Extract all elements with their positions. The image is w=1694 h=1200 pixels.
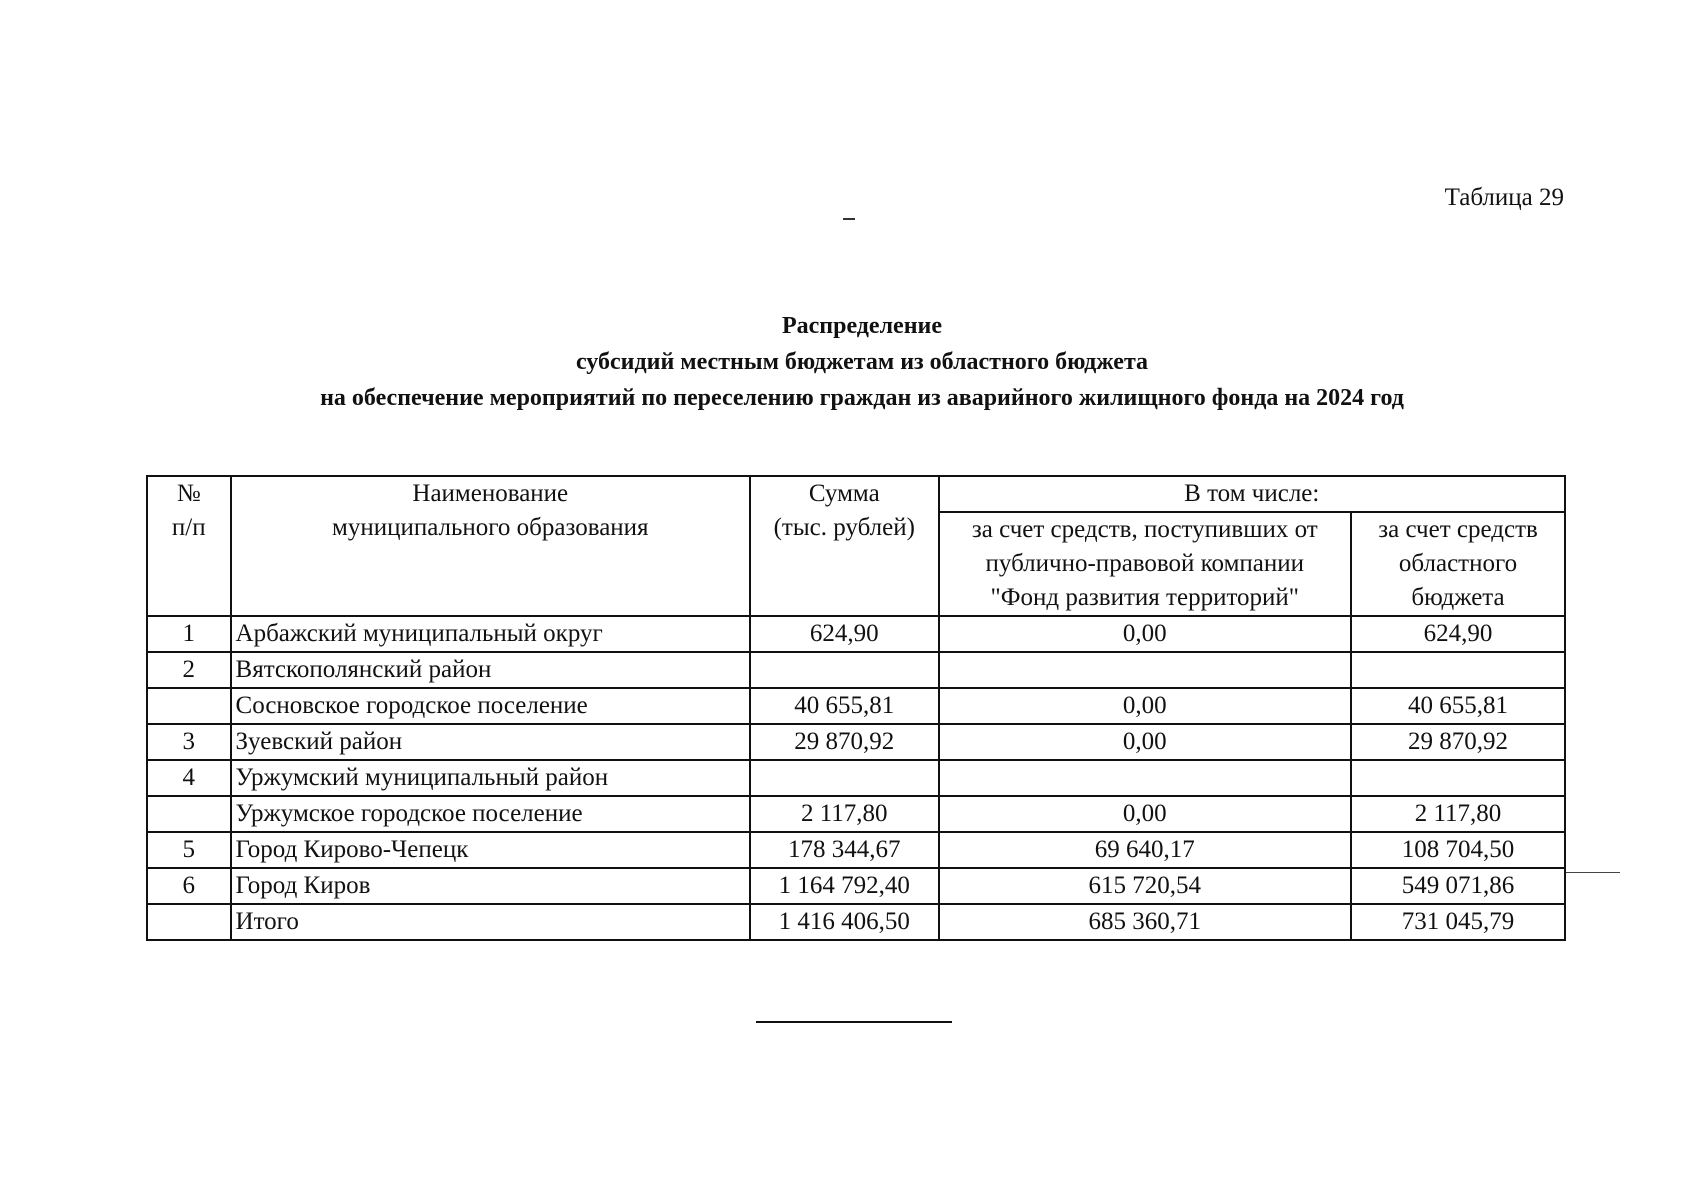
row-no <box>147 688 231 724</box>
row-name: Зуевский район <box>231 724 751 760</box>
row-sum: 29 870,92 <box>750 724 938 760</box>
row-name: Вятскополянский район <box>231 652 751 688</box>
row-sum: 1 416 406,50 <box>750 904 938 940</box>
row-name: Уржумское городское поселение <box>231 796 751 832</box>
table-body <box>147 616 1565 940</box>
row-fund: 685 360,71 <box>939 904 1352 940</box>
row-no <box>147 796 231 832</box>
row-fund: 0,00 <box>939 688 1352 724</box>
row-regional: 108 704,50 <box>1351 832 1565 868</box>
row-regional: 2 117,80 <box>1351 796 1565 832</box>
header-fund: за счет средств, поступивших от публично-правовой компании "Фонд развития территорий" <box>939 512 1352 616</box>
header-regional: за счет средств областного бюджета <box>1351 512 1565 616</box>
row-no: 3 <box>147 724 231 760</box>
row-fund <box>939 760 1352 796</box>
title-line-2: субсидий местным бюджетам из областного бюджета <box>575 349 1149 375</box>
row-name: Город Киров <box>231 868 751 904</box>
document-title <box>0 308 1694 416</box>
row-fund <box>939 652 1352 688</box>
row-no: 4 <box>147 760 231 796</box>
title-line-3: на обеспечение мероприятий по переселению граждан из аварийного жилищного фонда на 2024 год <box>320 385 1404 411</box>
row-regional <box>1351 760 1565 796</box>
row-sum: 1 164 792,40 <box>750 868 938 904</box>
row-regional: 40 655,81 <box>1351 688 1565 724</box>
row-regional: 29 870,92 <box>1351 724 1565 760</box>
table-row <box>147 616 1565 652</box>
header-sum: Сумма (тыс. рублей) <box>750 476 938 616</box>
table-row <box>147 796 1565 832</box>
row-sum: 40 655,81 <box>750 688 938 724</box>
row-sum: 624,90 <box>750 616 938 652</box>
row-fund: 615 720,54 <box>939 868 1352 904</box>
table-row <box>147 652 1565 688</box>
end-of-document-line <box>756 1021 952 1023</box>
table-row <box>147 688 1565 724</box>
row-name: Сосновское городское поселение <box>231 688 751 724</box>
header-row-1 <box>147 476 1565 512</box>
row-no: 5 <box>147 832 231 868</box>
subsidy-table <box>146 475 1566 941</box>
row-no: 1 <box>147 616 231 652</box>
row-no: 6 <box>147 868 231 904</box>
row-sum <box>750 760 938 796</box>
table-number: Таблица 29 <box>1444 184 1564 211</box>
row-name: Уржумский муниципальный район <box>231 760 751 796</box>
row-sum: 178 344,67 <box>750 832 938 868</box>
table-row <box>147 760 1565 796</box>
header-including: В том числе: <box>939 476 1566 512</box>
row-name: Город Кирово-Чепецк <box>231 832 751 868</box>
header-no: № п/п <box>147 476 231 616</box>
row-regional: 549 071,86 <box>1351 868 1565 904</box>
table-row <box>147 868 1565 904</box>
row-no: 2 <box>147 652 231 688</box>
row-regional: 624,90 <box>1351 616 1565 652</box>
table-total-row <box>147 904 1565 940</box>
table-row <box>147 724 1565 760</box>
scan-line-mark <box>1566 872 1620 873</box>
header-name: Наименование муниципального образования <box>231 476 751 616</box>
row-fund: 0,00 <box>939 616 1352 652</box>
row-name: Арбажский муниципальный округ <box>231 616 751 652</box>
scan-dash-mark <box>843 218 855 220</box>
row-sum <box>750 652 938 688</box>
row-fund: 0,00 <box>939 724 1352 760</box>
row-regional <box>1351 652 1565 688</box>
row-regional: 731 045,79 <box>1351 904 1565 940</box>
title-line-1: Распределение <box>781 313 943 339</box>
row-no <box>147 904 231 940</box>
table-row <box>147 832 1565 868</box>
row-fund: 0,00 <box>939 796 1352 832</box>
row-fund: 69 640,17 <box>939 832 1352 868</box>
row-name: Итого <box>231 904 751 940</box>
row-sum: 2 117,80 <box>750 796 938 832</box>
table-header <box>147 476 1565 616</box>
